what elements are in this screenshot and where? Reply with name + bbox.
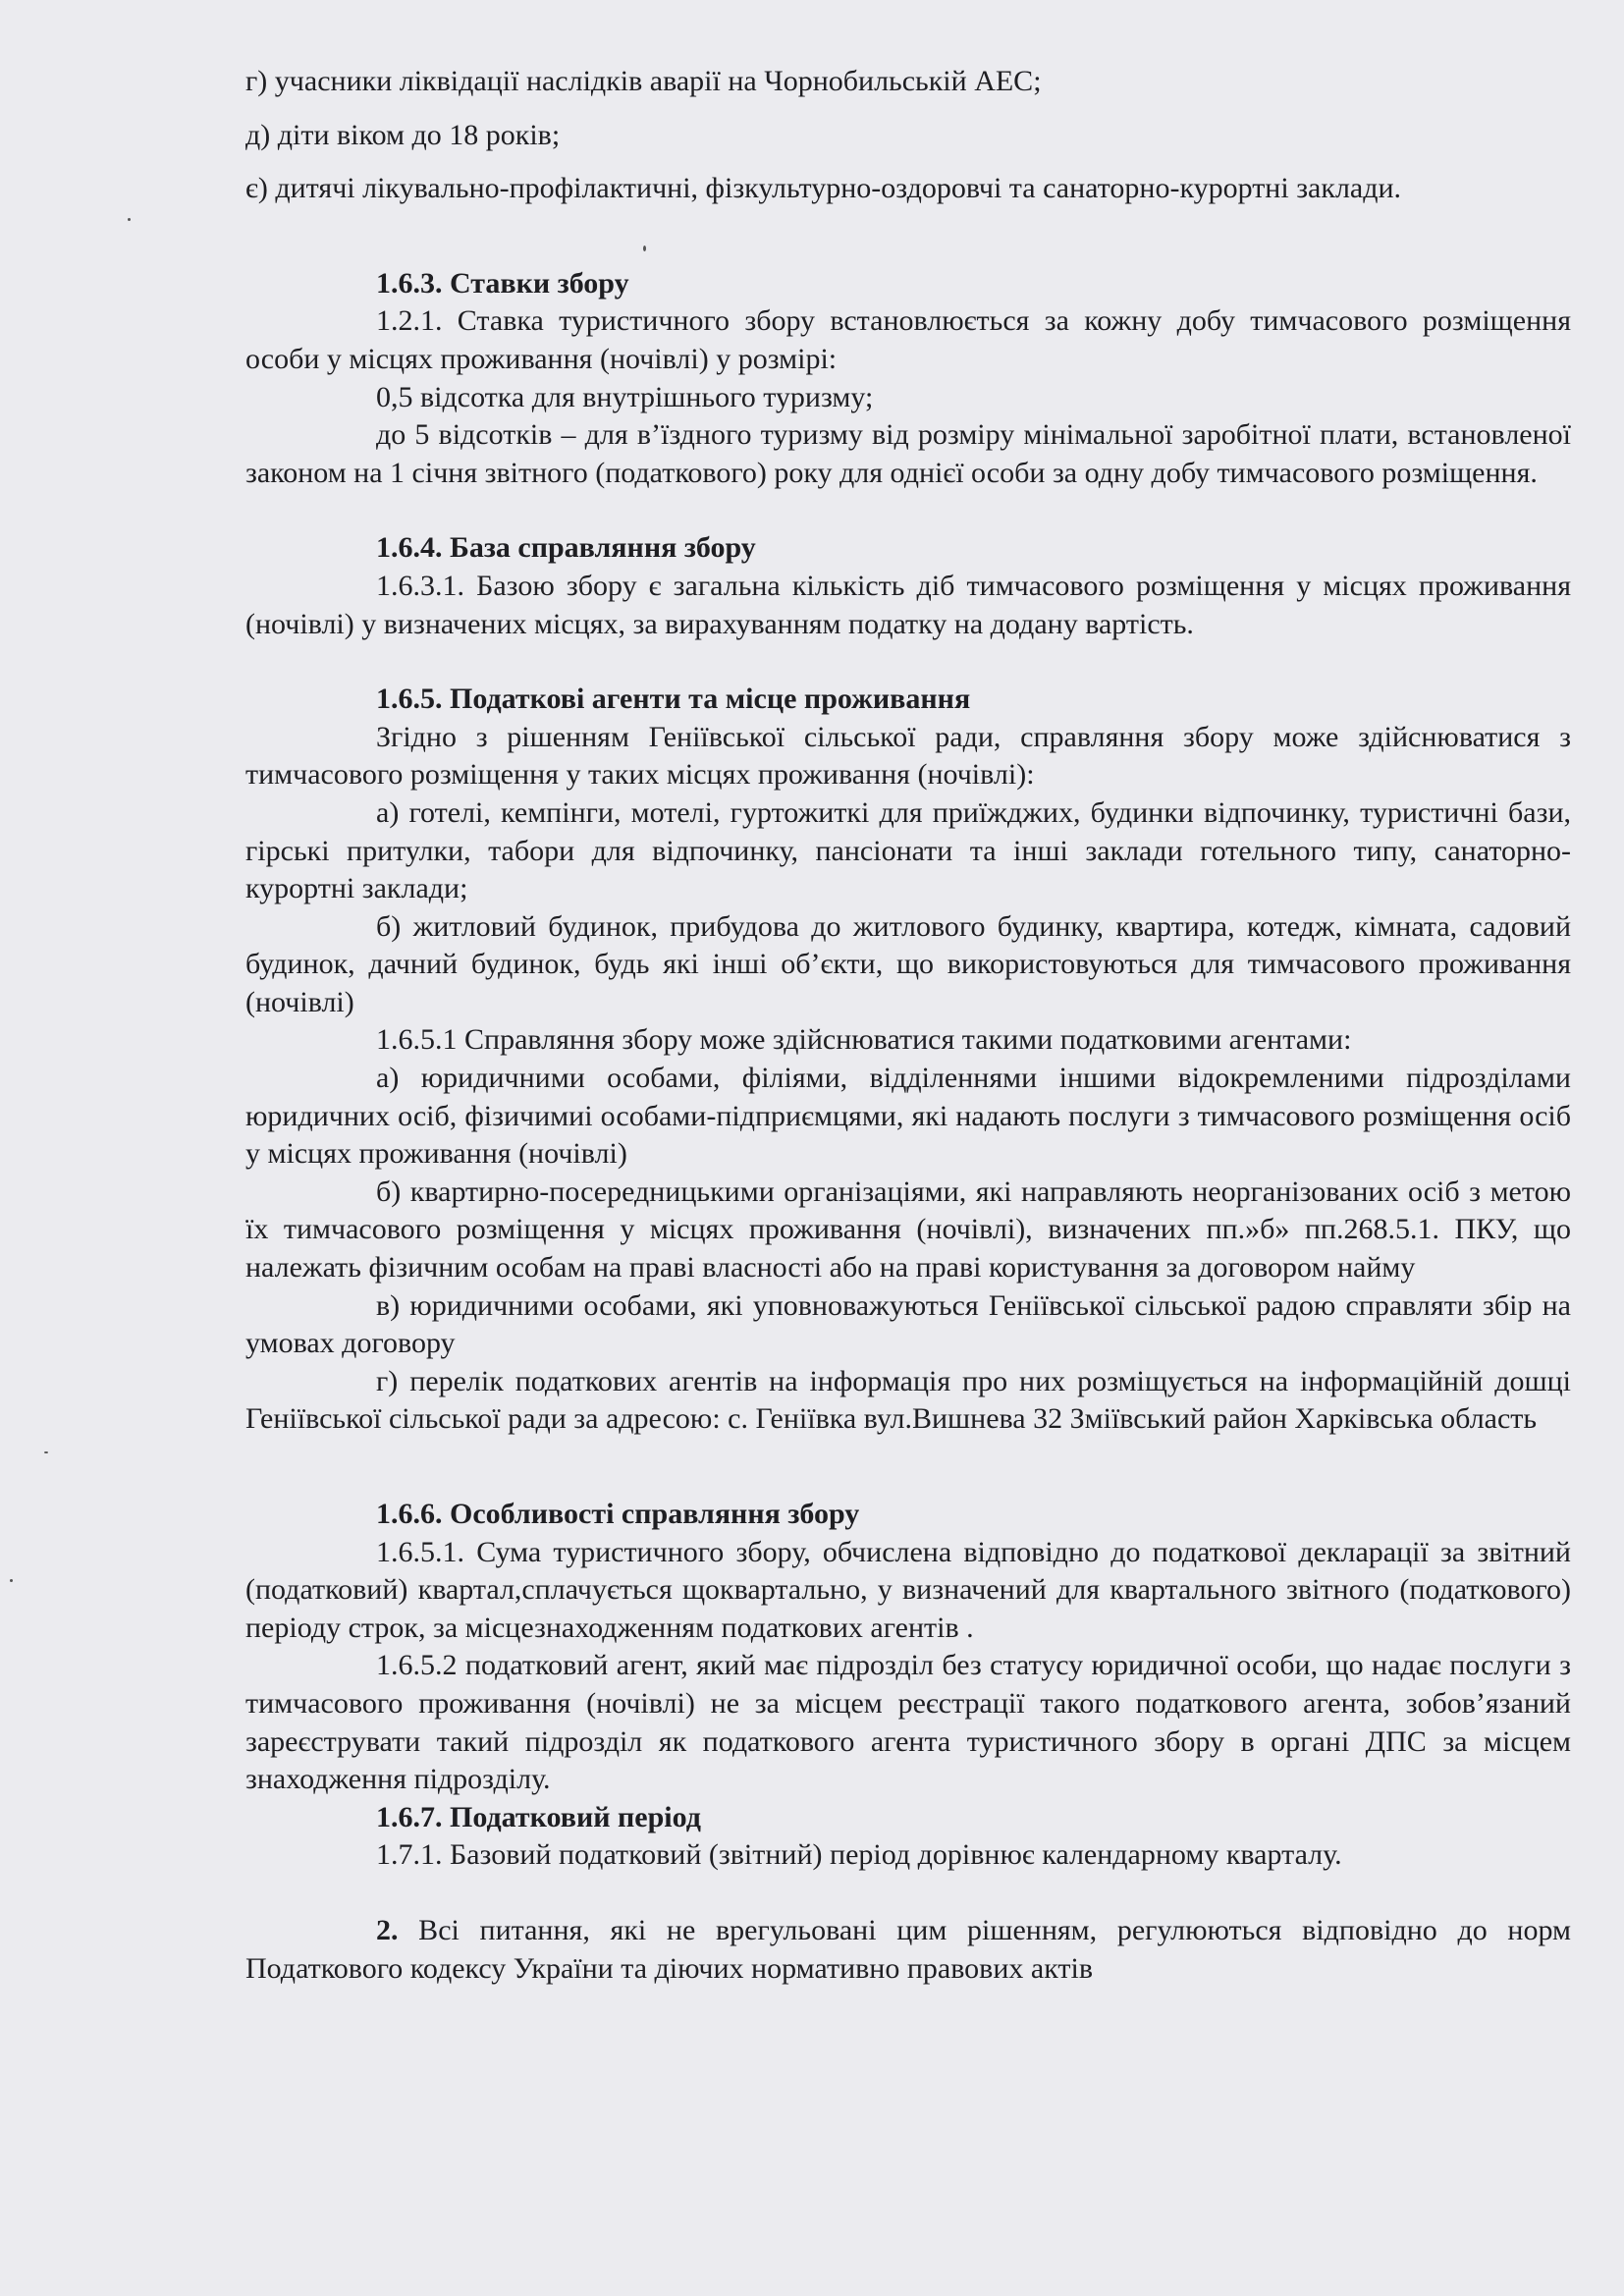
paragraph-1-6-3-1: 1.6.3.1. Базою збору є загальна кількість діб тимчасового розміщення у місцях проживання (ночівлі) у визначених місцях, за вирахуванням податку на додану вартість. xyxy=(245,569,1571,640)
list-item-ye: є) дитячі лікувально-профілактичні, фізкультурно-оздоровчі та санаторно-курортні заклади. xyxy=(245,172,1402,205)
paragraph-2-number: 2. xyxy=(376,1913,399,1946)
paragraph-1-6-5-1-sum: 1.6.5.1. Сума туристичного збору, обчислена відповідно до податкової декларації за звітний (податковий) квартал,сплачується щоквартально, у визначений для квартального звітного (податкового) періоду строк, за місцезнаходженням податкових агентів . xyxy=(245,1535,1571,1644)
paragraph-agents-v: в) юридичними особами, які уповноважуються Геніївської сільської радою справляти збір на умовах договору xyxy=(245,1288,1571,1360)
paragraph-2 xyxy=(245,1912,1571,1988)
paragraph-places-b: б) житловий будинок, прибудова до житлового будинку, квартира, котедж, кімната, садовий будинок, дачний будинок, будь які інші об’єкти, що використовуються для тимчасового проживання (ночівлі) xyxy=(245,909,1571,1018)
paragraph-rate-inbound: до 5 відсотків – для в’їздного туризму від розміру мінімальної заробітної плати, встановленої законом на 1 січня звітного (податкового) року для однієї особи за одну добу тимчасового розміщення. xyxy=(245,418,1571,489)
paragraph-agents-g: г) перелік податкових агентів на інформація про них розміщується на інформаційній дошці Геніївської сільської ради за адресою: с. Геніївка вул.Вишнева 32 Зміївський район Харківська область xyxy=(245,1364,1571,1436)
section-heading-1-6-6: 1.6.6. Особливості справляння збору xyxy=(376,1498,860,1530)
section-heading-1-6-3: 1.6.3. Ставки збору xyxy=(376,266,629,300)
scan-speck xyxy=(128,218,131,221)
document-body xyxy=(245,63,1571,1988)
paragraph-places-a: а) готелі, кемпінги, мотелі, гуртожиткі для приїжджих, будинки відпочинку, туристичні бази, гірські притулки, табори для відпочинку, пансіонати та інші заклади готельного типу, санаторно-курортні заклади; xyxy=(245,795,1571,905)
paragraph-2-text: Всі питання, які не врегульовані цим рішенням, регулюються відповідно до норм Податкового кодексу України та діючих нормативно правових актів xyxy=(245,1913,1571,1985)
paragraph-decision: Згідно з рішенням Геніївської сільської ради, справляння збору може здійснюватися з тимчасового розміщення у таких місцях проживання (ночівлі): xyxy=(245,720,1571,792)
section-heading-1-6-4: 1.6.4. База справляння збору xyxy=(376,531,756,565)
paragraph-1-7-1: 1.7.1. Базовий податковий (звітний) період дорівнює календарному кварталу. xyxy=(376,1838,1342,1872)
paragraph-1-6-5-1: 1.6.5.1 Справляння збору може здійснюватися такими податковими агентами: xyxy=(376,1023,1352,1057)
list-item-d: д) діти віком до 18 років; xyxy=(245,118,561,151)
paragraph-agents-b: б) квартирно-посередницькими організаціями, які направляють неорганізованих осіб з метою їх тимчасового розміщення у місцях проживання (ночівлі), визначених пп.»б» пп.268.5.1. ПКУ, що належать фізичним особам на праві власності або на праві користування за договором найму xyxy=(245,1175,1571,1285)
scan-speck xyxy=(44,1451,48,1453)
section-heading-1-6-5: 1.6.5. Податкові агенти та місце проживання xyxy=(376,683,971,716)
scan-speck xyxy=(10,1579,13,1582)
section-heading-1-6-7: 1.6.7. Податковий період xyxy=(376,1800,701,1833)
list-item-g: г) учасники ліквідації наслідків аварії на Чорнобильській АЕС; xyxy=(245,65,1042,97)
paragraph-1-2-1: 1.2.1. Ставка туристичного збору встановлюється за кожну добу тимчасового розміщення особи у місцях проживання (ночівлі) у розмірі: xyxy=(245,304,1571,375)
paragraph-agents-a: а) юридичними особами, філіями, відділеннями іншими відокремленими підрозділами юридичних осіб, фізичимиі особами-підприємцями, які надають послуги з тимчасового розміщення осіб у місцях проживання (ночівлі) xyxy=(245,1062,1571,1171)
paragraph-rate-domestic: 0,5 відсотка для внутрішнього туризму; xyxy=(376,380,874,413)
paragraph-1-6-5-2: 1.6.5.2 податковий агент, який має підрозділ без статусу юридичної особи, що надає послуги з тимчасового проживання (ночівлі) не за місцем реєстрації такого податкового агента, зобов’язаний зареєструвати такий підрозділ як податкового агента туристичного збору в органі ДПС за місцем знаходження підрозділу. xyxy=(245,1649,1571,1796)
